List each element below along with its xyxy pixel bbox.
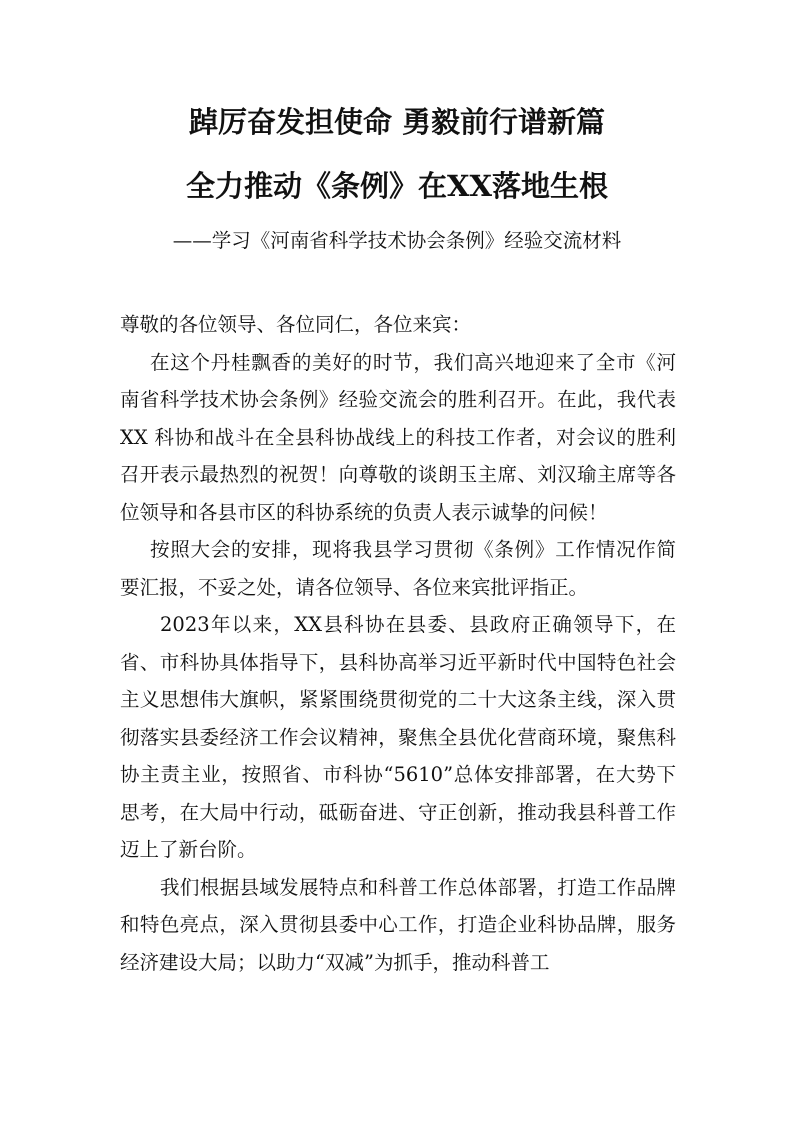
greeting: 尊敬的各位领导、各位同仁，各位来宾： [120,313,472,336]
paragraph-4: 我们根据县域发展特点和科普工作总体部署，打造工作品牌和特色亮点，深入贯彻县委中心工作，打造企业科协品牌，服务经济建设大局；以助力“双减”为抓手，推动科普工 [120,875,676,974]
subtitle: ——学习《河南省科学技术协会条例》经验交流材料 [172,229,622,252]
title-line-1: 踔厉奋发担使命 勇毅前行谱新篇 [188,105,606,139]
title-line-2: 全力推动《条例》在XX落地生根 [185,169,608,203]
paragraph-3: 2023年以来，XX县科协在县委、县政府正确领导下，在省、市科协具体指导下，县科协高举习近平新时代中国特色社会主义思想伟大旗帜，紧紧围绕贯彻党的二十大这条主线，深入贯彻落实县委经济工作会议精神，聚焦全县优化营商环境，聚焦科协主责主业，按照省、市科协“5610”总体安排部署，在大势下思考，在大局中行动，砥砺奋进、守正创新，推动我县科普工作迈上了新台阶。 [120,613,676,861]
document-body [120,306,676,981]
paragraph-2: 按照大会的安排，现将我县学习贯彻《条例》工作情况作简要汇报，不妥之处，请各位领导、各位来宾批评指正。 [120,538,676,599]
paragraph-1: 在这个丹桂飘香的美好的时节，我们高兴地迎来了全市《河南省科学技术协会条例》经验交流会的胜利召开。在此，我代表 XX 科协和战斗在全县科协战线上的科技工作者，对会议的胜利召开表示最热烈的祝贺！向尊敬的谈朗玉主席、刘汉瑜主席等各位领导和各县市区的科协系统的负责人表示诚挚的问候！ [120,350,676,524]
